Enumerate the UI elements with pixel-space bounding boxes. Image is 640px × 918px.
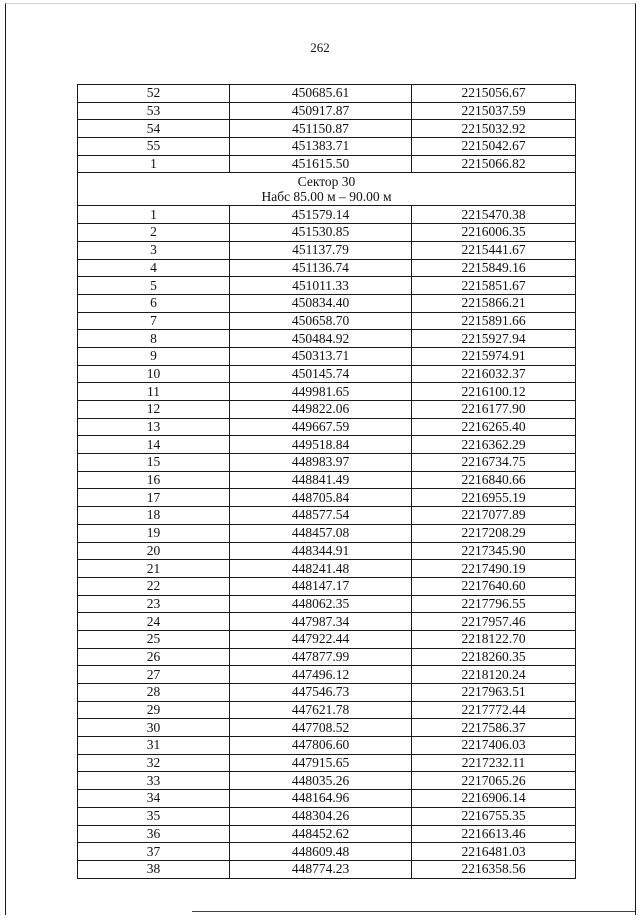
y-coordinate-cell: 2216840.66 (412, 471, 576, 489)
point-number-cell: 22 (78, 577, 230, 595)
y-coordinate-cell: 2216955.19 (412, 489, 576, 507)
table-row (78, 737, 576, 755)
table-row (78, 719, 576, 737)
table-row (78, 701, 576, 719)
x-coordinate-cell: 447496.12 (230, 666, 412, 684)
x-coordinate-cell: 450658.70 (230, 312, 412, 330)
x-coordinate-cell: 447806.60 (230, 737, 412, 755)
table-row (78, 330, 576, 348)
table-row (78, 206, 576, 224)
table-row (78, 294, 576, 312)
point-number-cell: 21 (78, 560, 230, 578)
y-coordinate-cell: 2217963.51 (412, 684, 576, 702)
table-row (78, 383, 576, 401)
x-coordinate-cell: 451136.74 (230, 259, 412, 277)
x-coordinate-cell: 448577.54 (230, 507, 412, 525)
sector-title: Сектор 30 (297, 174, 356, 190)
table-row (78, 259, 576, 277)
x-coordinate-cell: 448304.26 (230, 807, 412, 825)
table-row (78, 754, 576, 772)
y-coordinate-cell: 2215042.67 (412, 138, 576, 156)
y-coordinate-cell: 2215851.67 (412, 277, 576, 295)
table-row (78, 666, 576, 684)
y-coordinate-cell: 2217490.19 (412, 560, 576, 578)
x-coordinate-cell: 448062.35 (230, 595, 412, 613)
x-coordinate-cell: 447987.34 (230, 613, 412, 631)
table-row (78, 102, 576, 120)
page-number: 262 (310, 40, 330, 55)
x-coordinate-cell: 447708.52 (230, 719, 412, 737)
table-row (78, 577, 576, 595)
x-coordinate-cell: 448344.91 (230, 542, 412, 560)
point-number-cell: 53 (78, 102, 230, 120)
x-coordinate-cell: 451383.71 (230, 138, 412, 156)
point-number-cell: 55 (78, 138, 230, 156)
table-row (78, 648, 576, 666)
y-coordinate-cell: 2216906.14 (412, 790, 576, 808)
y-coordinate-cell: 2217208.29 (412, 524, 576, 542)
table-row (78, 613, 576, 631)
y-coordinate-cell: 2216358.56 (412, 860, 576, 878)
y-coordinate-cell: 2215066.82 (412, 155, 576, 173)
point-number-cell: 37 (78, 843, 230, 861)
x-coordinate-cell: 448452.62 (230, 825, 412, 843)
table-row (78, 454, 576, 472)
x-coordinate-cell: 448457.08 (230, 524, 412, 542)
y-coordinate-cell: 2217077.89 (412, 507, 576, 525)
y-coordinate-cell: 2216100.12 (412, 383, 576, 401)
point-number-cell: 23 (78, 595, 230, 613)
x-coordinate-cell: 450685.61 (230, 85, 412, 103)
y-coordinate-cell: 2218260.35 (412, 648, 576, 666)
point-number-cell: 26 (78, 648, 230, 666)
y-coordinate-cell: 2217065.26 (412, 772, 576, 790)
y-coordinate-cell: 2216006.35 (412, 224, 576, 242)
x-coordinate-cell: 447621.78 (230, 701, 412, 719)
y-coordinate-cell: 2217796.55 (412, 595, 576, 613)
y-coordinate-cell: 2215470.38 (412, 206, 576, 224)
point-number-cell: 8 (78, 330, 230, 348)
y-coordinate-cell: 2217772.44 (412, 701, 576, 719)
point-number-cell: 10 (78, 365, 230, 383)
point-number-cell: 4 (78, 259, 230, 277)
point-number-cell: 2 (78, 224, 230, 242)
y-coordinate-cell: 2218122.70 (412, 630, 576, 648)
x-coordinate-cell: 451579.14 (230, 206, 412, 224)
table-row (78, 542, 576, 560)
y-coordinate-cell: 2215056.67 (412, 85, 576, 103)
x-coordinate-cell: 451011.33 (230, 277, 412, 295)
x-coordinate-cell: 451137.79 (230, 241, 412, 259)
x-coordinate-cell: 450834.40 (230, 294, 412, 312)
table-row (78, 843, 576, 861)
table-row (78, 312, 576, 330)
point-number-cell: 16 (78, 471, 230, 489)
y-coordinate-cell: 2215037.59 (412, 102, 576, 120)
point-number-cell: 1 (78, 155, 230, 173)
x-coordinate-cell: 450145.74 (230, 365, 412, 383)
x-coordinate-cell: 448609.48 (230, 843, 412, 861)
x-coordinate-cell: 448241.48 (230, 560, 412, 578)
x-coordinate-cell: 451530.85 (230, 224, 412, 242)
y-coordinate-cell: 2215032.92 (412, 120, 576, 138)
x-coordinate-cell: 451150.87 (230, 120, 412, 138)
x-coordinate-cell: 450917.87 (230, 102, 412, 120)
table-row (78, 684, 576, 702)
table-row (78, 507, 576, 525)
point-number-cell: 5 (78, 277, 230, 295)
y-coordinate-cell: 2216481.03 (412, 843, 576, 861)
bottom-rule (192, 911, 635, 912)
table-row (78, 401, 576, 419)
table-row (78, 471, 576, 489)
y-coordinate-cell: 2217586.37 (412, 719, 576, 737)
point-number-cell: 1 (78, 206, 230, 224)
y-coordinate-cell: 2215849.16 (412, 259, 576, 277)
point-number-cell: 31 (78, 737, 230, 755)
x-coordinate-cell: 451615.50 (230, 155, 412, 173)
x-coordinate-cell: 448705.84 (230, 489, 412, 507)
point-number-cell: 34 (78, 790, 230, 808)
point-number-cell: 29 (78, 701, 230, 719)
point-number-cell: 20 (78, 542, 230, 560)
table-row (78, 155, 576, 173)
x-coordinate-cell: 447922.44 (230, 630, 412, 648)
x-coordinate-cell: 449518.84 (230, 436, 412, 454)
table-row (78, 277, 576, 295)
y-coordinate-cell: 2216177.90 (412, 401, 576, 419)
point-number-cell: 17 (78, 489, 230, 507)
y-coordinate-cell: 2215866.21 (412, 294, 576, 312)
y-coordinate-cell: 2216613.46 (412, 825, 576, 843)
table-row (78, 790, 576, 808)
x-coordinate-cell: 448983.97 (230, 454, 412, 472)
x-coordinate-cell: 450313.71 (230, 347, 412, 365)
table-row (78, 224, 576, 242)
table-row (78, 524, 576, 542)
table-row (78, 560, 576, 578)
table-row (78, 807, 576, 825)
point-number-cell: 6 (78, 294, 230, 312)
sector-header-row (78, 173, 576, 206)
point-number-cell: 28 (78, 684, 230, 702)
point-number-cell: 36 (78, 825, 230, 843)
point-number-cell: 38 (78, 860, 230, 878)
point-number-cell: 19 (78, 524, 230, 542)
x-coordinate-cell: 450484.92 (230, 330, 412, 348)
point-number-cell: 52 (78, 85, 230, 103)
table-body-after (78, 206, 576, 878)
sector-header-cell (78, 173, 576, 206)
point-number-cell: 27 (78, 666, 230, 684)
y-coordinate-cell: 2215927.94 (412, 330, 576, 348)
y-coordinate-cell: 2216755.35 (412, 807, 576, 825)
sector-header-body (78, 173, 576, 206)
table-row (78, 138, 576, 156)
table-row (78, 860, 576, 878)
table-row (78, 120, 576, 138)
x-coordinate-cell: 448147.17 (230, 577, 412, 595)
table-row (78, 489, 576, 507)
y-coordinate-cell: 2217957.46 (412, 613, 576, 631)
point-number-cell: 9 (78, 347, 230, 365)
point-number-cell: 3 (78, 241, 230, 259)
point-number-cell: 35 (78, 807, 230, 825)
point-number-cell: 14 (78, 436, 230, 454)
coordinates-table (77, 84, 576, 879)
point-number-cell: 30 (78, 719, 230, 737)
y-coordinate-cell: 2216265.40 (412, 418, 576, 436)
point-number-cell: 18 (78, 507, 230, 525)
x-coordinate-cell: 449822.06 (230, 401, 412, 419)
point-number-cell: 12 (78, 401, 230, 419)
point-number-cell: 13 (78, 418, 230, 436)
point-number-cell: 11 (78, 383, 230, 401)
y-coordinate-cell: 2217345.90 (412, 542, 576, 560)
point-number-cell: 54 (78, 120, 230, 138)
table-body-before (78, 85, 576, 173)
table-row (78, 241, 576, 259)
y-coordinate-cell: 2216734.75 (412, 454, 576, 472)
y-coordinate-cell: 2215441.67 (412, 241, 576, 259)
y-coordinate-cell: 2218120.24 (412, 666, 576, 684)
x-coordinate-cell: 447915.65 (230, 754, 412, 772)
point-number-cell: 33 (78, 772, 230, 790)
x-coordinate-cell: 447546.73 (230, 684, 412, 702)
table-row (78, 772, 576, 790)
x-coordinate-cell: 448035.26 (230, 772, 412, 790)
table-row (78, 630, 576, 648)
point-number-cell: 15 (78, 454, 230, 472)
table-row (78, 418, 576, 436)
y-coordinate-cell: 2217232.11 (412, 754, 576, 772)
y-coordinate-cell: 2217640.60 (412, 577, 576, 595)
y-coordinate-cell: 2216362.29 (412, 436, 576, 454)
sector-elevation: Набс 85.00 м – 90.00 м (261, 189, 392, 205)
x-coordinate-cell: 448164.96 (230, 790, 412, 808)
x-coordinate-cell: 448841.49 (230, 471, 412, 489)
x-coordinate-cell: 449667.59 (230, 418, 412, 436)
y-coordinate-cell: 2216032.37 (412, 365, 576, 383)
table-row (78, 365, 576, 383)
y-coordinate-cell: 2217406.03 (412, 737, 576, 755)
x-coordinate-cell: 448774.23 (230, 860, 412, 878)
point-number-cell: 7 (78, 312, 230, 330)
table-row (78, 436, 576, 454)
y-coordinate-cell: 2215974.91 (412, 347, 576, 365)
point-number-cell: 25 (78, 630, 230, 648)
table-row (78, 85, 576, 103)
table-row (78, 825, 576, 843)
x-coordinate-cell: 447877.99 (230, 648, 412, 666)
table-row (78, 595, 576, 613)
table-row (78, 347, 576, 365)
y-coordinate-cell: 2215891.66 (412, 312, 576, 330)
point-number-cell: 24 (78, 613, 230, 631)
point-number-cell: 32 (78, 754, 230, 772)
x-coordinate-cell: 449981.65 (230, 383, 412, 401)
